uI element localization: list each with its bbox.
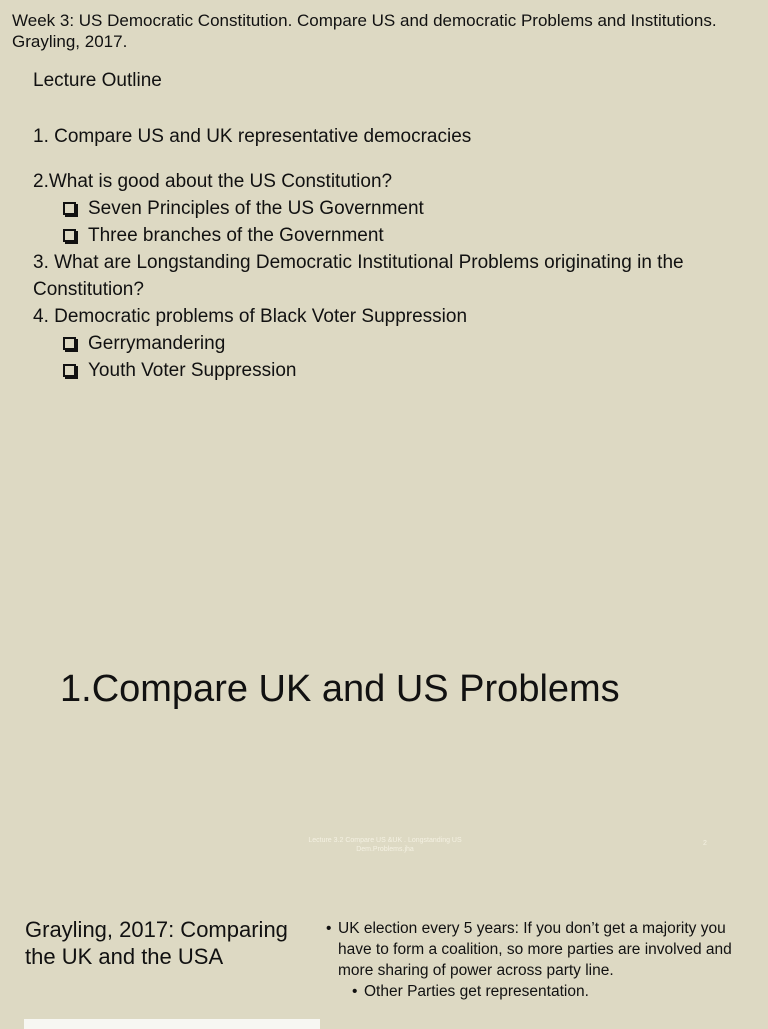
outline-subitem [33,357,733,384]
outline-subitem [33,330,733,357]
slide-grayling-comparison [0,870,768,1024]
outline-subitem-label: Youth Voter Suppression [88,360,297,381]
checkbox-bullet-icon [63,202,76,215]
outline-subitem-label: Gerrymandering [88,333,226,354]
outline-item-4: 4. Democratic problems of Black Voter Suppression [33,306,468,327]
outline-subitem-label: Three branches of the Government [88,225,384,246]
bullet-text: UK election every 5 years: If you don’t get a majority you have to form a coalition, so more parties are involved and more sharing of power across party line. [338,920,732,979]
slide-section-title [0,600,768,870]
checkbox-bullet-icon [63,364,76,377]
checkbox-bullet-icon [63,229,76,242]
outline-heading: Lecture Outline [33,70,162,91]
bullet-dot-icon: • [352,983,358,1000]
outline-list [33,123,733,384]
bullet-text: Other Parties get representation. [364,983,589,1000]
outline-item-1: 1. Compare US and UK representative democracies [33,126,472,147]
bullet-list [326,918,756,1002]
outline-item-2: 2.What is good about the US Constitution? [33,171,393,192]
outline-subitem [33,195,733,222]
outline-subitem [33,222,733,249]
sub-bullet-item [326,981,756,1002]
slide-footer: Lecture 3.2 Compare US &UK . Longstanding US Dem.Problems.jha [308,837,462,853]
image-placeholder [24,1019,320,1029]
bullet-dot-icon: • [326,920,332,937]
bullet-item [326,918,756,981]
page-number: 2 [703,840,707,847]
section-title: 1.Compare UK and US Problems [60,668,620,710]
checkbox-bullet-icon [63,337,76,350]
slide-title: Grayling, 2017: Comparing the UK and the USA [25,917,288,969]
outline-subitem-label: Seven Principles of the US Government [88,198,424,219]
week-title: Week 3: US Democratic Constitution. Compare US and democratic Problems and Institutions. Grayling, 2017. [12,11,717,51]
outline-item-3: 3. What are Longstanding Democratic Institutional Problems originating in the Constitution? [33,252,684,300]
